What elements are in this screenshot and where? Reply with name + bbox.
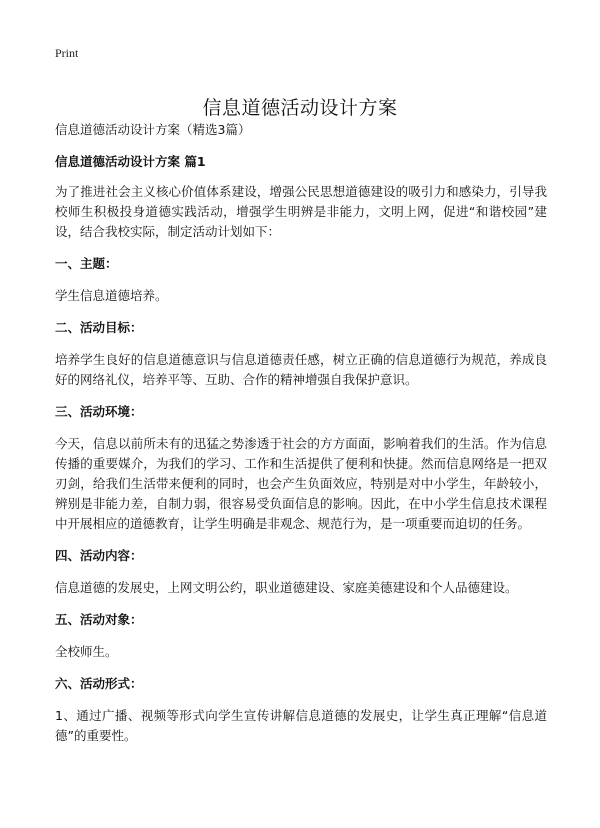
paragraph-goals: 培养学生良好的信息道德意识与信息道德责任感，树立正确的信息道德行为规范，养成良好的网络礼仪，培养平等、互助、合作的精神增强自我保护意识。 [55,352,547,387]
heading-format: 六、活动形式： [55,676,143,691]
document-body [55,120,547,758]
page-title: 信息道德活动设计方案 [202,96,398,119]
heading-environment: 三、活动环境： [55,404,143,419]
section-title: 信息道德活动设计方案 篇1 [55,154,206,169]
heading-goals: 二、活动目标： [55,320,143,335]
heading-theme: 一、主题： [55,256,118,271]
print-label: Print [55,46,79,60]
paragraph-theme: 学生信息道德培养。 [55,288,168,303]
paragraph-environment: 今天，信息以前所未有的迅猛之势渗透于社会的方方面面，影响着我们的生活。作为信息传播的重要媒介，为我们的学习、工作和生活提供了便利和快捷。然而信息网络是一把双刃剑，给我们生活带来便利的同时，也会产生负面效应，特别是对中小学生，年龄较小，辨别是非能力差，自制力弱，很容易受负面信息的影响。因此，在中小学生信息技术课程中开展相应的道德教育，让学生明确是非观念、规范行为，是一项重要而迫切的任务。 [55,436,547,531]
heading-content: 四、活动内容： [55,548,143,563]
paragraph-format: 1、通过广播、视频等形式向学生宣传讲解信息道德的发展史，让学生真正理解“信息道德”的重要性。 [55,708,547,743]
intro-paragraph: 为了推进社会主义核心价值体系建设，增强公民思想道德建设的吸引力和感染力，引导我校师生积极投身道德实践活动，增强学生明辨是非能力，文明上网，促进“和谐校园”建设，结合我校实际，制定活动计划如下： [55,184,547,239]
paragraph-content: 信息道德的发展史，上网文明公约，职业道德建设、家庭美德建设和个人品德建设。 [55,580,518,595]
document-subtitle: 信息道德活动设计方案（精选3篇） [55,122,251,137]
paragraph-audience: 全校师生。 [55,644,118,659]
heading-audience: 五、活动对象： [55,612,143,627]
